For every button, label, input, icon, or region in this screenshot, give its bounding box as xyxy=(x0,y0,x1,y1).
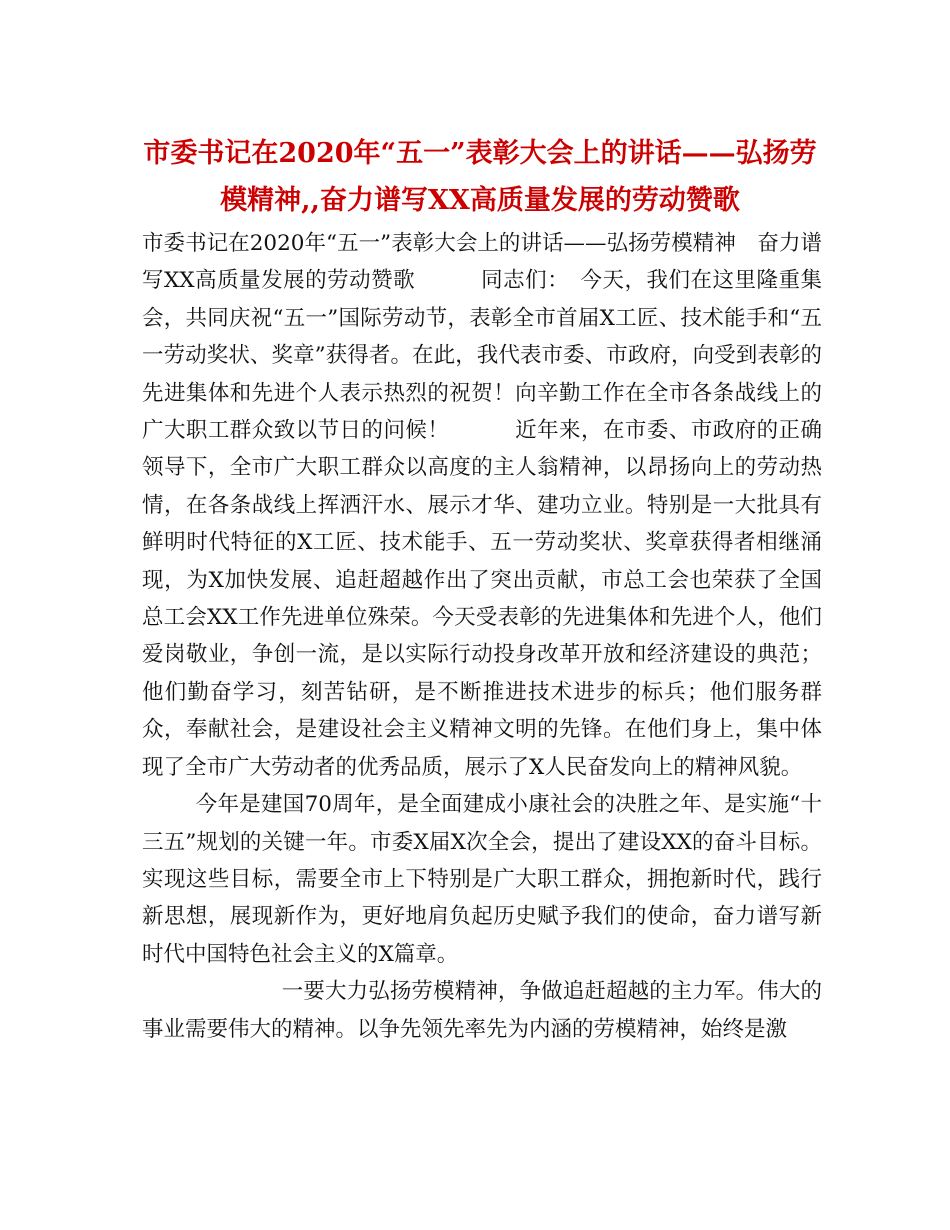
paragraph-model-worker-spirit: 一要大力弘扬劳模精神，争做追赶超越的主力军。伟大的事业需要伟大的精神。以争先领先率先为内涵的劳模精神，始终是激 xyxy=(142,979,822,1042)
paragraph-opening: 市委书记在2020年“五一”表彰大会上的讲话——弘扬劳模精神 奋力谱写XX高质量发展的劳动赞歌 同志们： 今天，我们在这里隆重集会，共同庆祝“五一”国际劳动节，表彰全市首届X工匠、技术能手和“五一劳动奖状、奖章”获得者。在此，我代表市委、市政府，向受到表彰的先进集体和先进个人表示热烈的祝贺！向辛勤工作在全市各条战线上的广大职工群众致以节日的问候！ 近年来，在市委、市政府的正确领导下，全市广大职工群众以高度的主人翁精神，以昂扬向上的劳动热情，在各条战线上挥洒汗水、展示才华、建功立业。特别是一大批具有鲜明时代特征的X工匠、技术能手、五一劳动奖状、奖章获得者相继涌现，为X加快发展、追赶超越作出了突出贡献，市总工会也荣获了全国总工会XX工作先进单位殊荣。今天受表彰的先进集体和先进个人，他们爱岗敬业，争创一流，是以实际行动投身改革开放和经济建设的典范；他们勤奋学习，刻苦钻研，是不断推进技术进步的标兵；他们服务群众，奉献社会，是建设社会主义精神文明的先锋。在他们身上，集中体现了全市广大劳动者的优秀品质，展示了X人民奋发向上的精神风貌。 xyxy=(142,231,822,780)
document-body xyxy=(142,225,822,1048)
document-title: 市委书记在2020年“五一”表彰大会上的讲话——弘扬劳模精神,,奋力谱写XX高质量发展的劳动赞歌 xyxy=(143,138,817,216)
paragraph-goals: 今年是建国70周年，是全面建成小康社会的决胜之年、是实施“十三五”规划的关键一年。市委X届X次全会，提出了建设XX的奋斗目标。实现这些目标，需要全市上下特别是广大职工群众，拥抱新时代，践行新思想，展现新作为，更好地肩负起历史赋予我们的使命，奋力谱写新时代中国特色社会主义的X篇章。 xyxy=(142,792,822,967)
